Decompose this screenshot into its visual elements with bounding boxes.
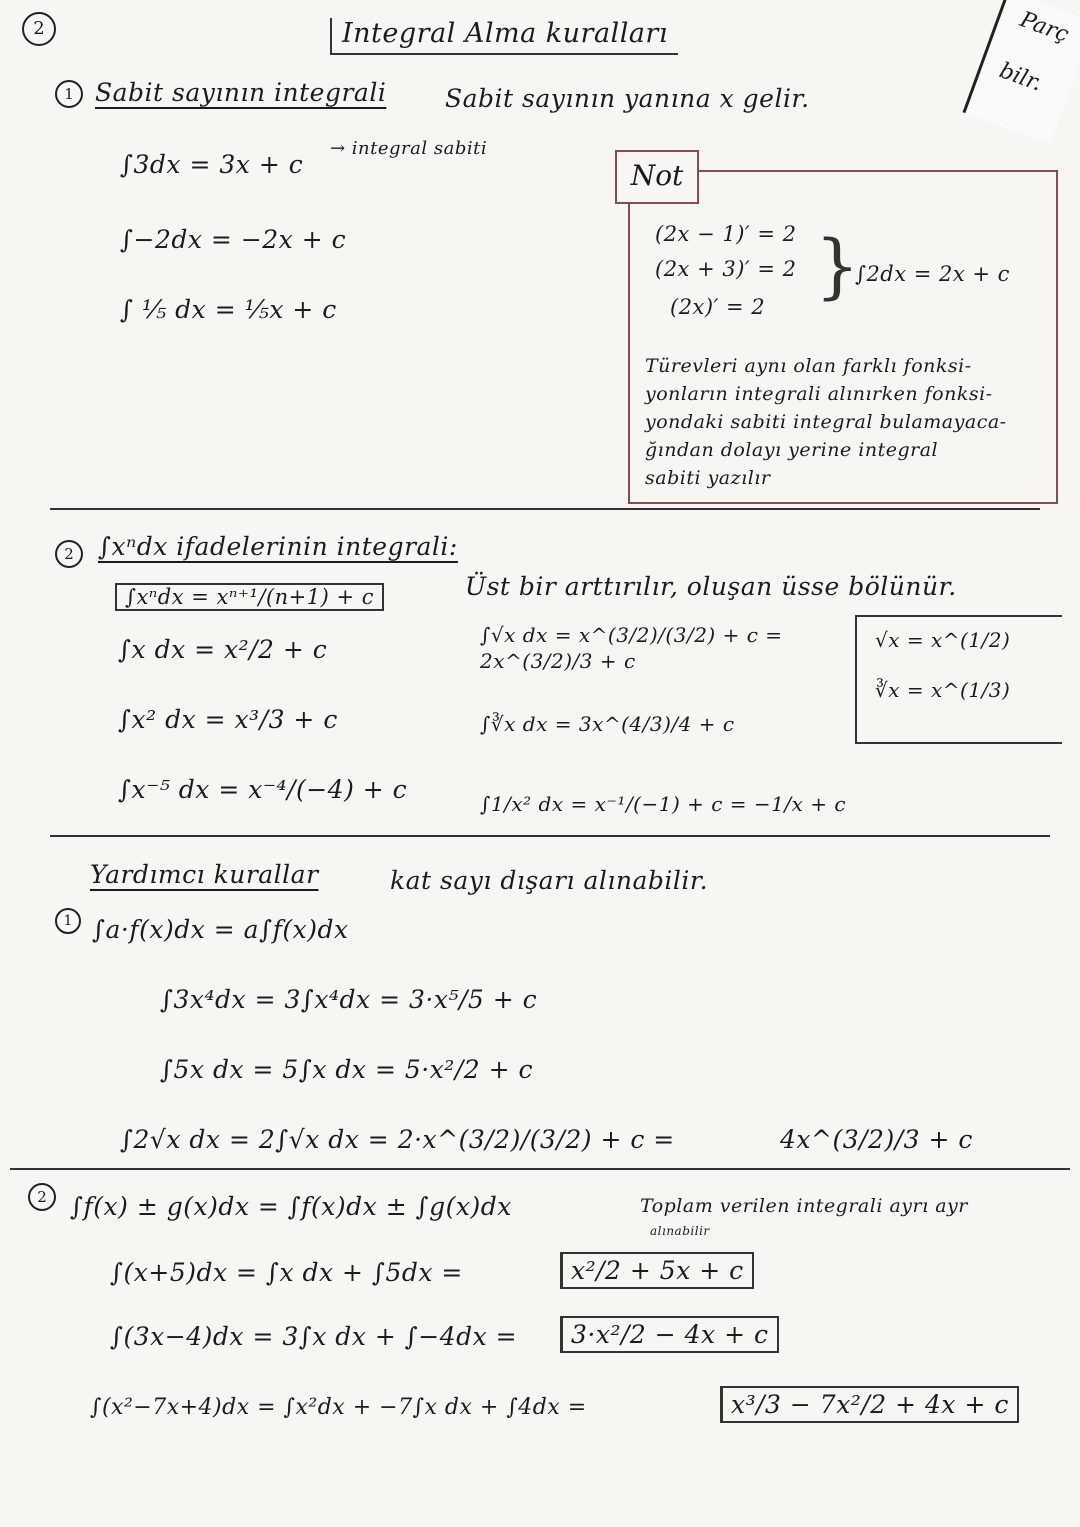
example: ∫1/x² dx = x⁻¹/(−1) + c = −1/x + c (480, 792, 847, 816)
brace-icon: } (815, 225, 861, 307)
example: ∫ ⅕ dx = ⅕x + c (120, 295, 337, 324)
power-rule-formula: ∫xⁿdx = xⁿ⁺¹/(n+1) + c (115, 583, 384, 611)
example: ∫x dx = x²/2 + c (118, 635, 328, 664)
section-rule: Üst bir arttırılır, oluşan üsse bölünür. (465, 572, 957, 601)
example-result: 4x^(3/2)/3 + c (780, 1125, 973, 1154)
root-identity: ∛x = x^(1/3) (875, 678, 1011, 702)
boxed-result: 3·x²/2 − 4x + c (560, 1316, 779, 1353)
example: ∫(3x−4)dx = 3∫x dx + ∫−4dx = (110, 1322, 518, 1351)
note-text: sabiti yazılır (645, 467, 771, 489)
rule-formula: ∫a·f(x)dx = a∫f(x)dx (92, 915, 349, 944)
example: ∫2√x dx = 2∫√x dx = 2·x^(3/2)/(3/2) + c = (120, 1125, 675, 1154)
divider (50, 835, 1050, 837)
example: ∫x² dx = x³/3 + c (118, 705, 338, 734)
page-number: 2 (22, 12, 56, 46)
example: ∫3dx = 3x + c (120, 150, 304, 179)
corner-tab (963, 0, 1080, 144)
example: ∫3x⁴dx = 3∫x⁴dx = 3·x⁵/5 + c (160, 985, 538, 1014)
boxed-result: x³/3 − 7x²/2 + 4x + c (720, 1386, 1019, 1423)
example: ∫x⁻⁵ dx = x⁻⁴/(−4) + c (118, 775, 408, 804)
example: ∫(x²−7x+4)dx = ∫x²dx + −7∫x dx + ∫4dx = (90, 1395, 587, 1420)
rule-note: Toplam verilen integrali ayrı ayr (640, 1195, 968, 1217)
divider (10, 1168, 1070, 1170)
note-result: ∫2dx = 2x + c (855, 262, 1010, 286)
section-heading: Sabit sayının integrali (95, 78, 387, 107)
section-heading: ∫xⁿdx ifadelerinin integrali: (98, 532, 458, 561)
page-title: Integral Alma kuralları (330, 18, 678, 55)
note-text: yondaki sabiti integral bulamayaca- (645, 411, 1007, 433)
note-label: Not (615, 150, 699, 204)
boxed-result: x²/2 + 5x + c (560, 1252, 754, 1289)
root-identity: √x = x^(1/2) (875, 628, 1011, 652)
section-rule: Sabit sayının yanına x gelir. (445, 84, 810, 113)
rule-number: 2 (28, 1183, 56, 1211)
note-text: ğından dolayı yerine integral (645, 439, 939, 461)
helpers-rule: kat sayı dışarı alınabilir. (390, 866, 709, 895)
derivative: (2x)′ = 2 (670, 295, 766, 319)
helpers-heading: Yardımcı kurallar (90, 860, 319, 889)
section-number: 1 (55, 80, 83, 108)
example: ∫√x dx = x^(3/2)/(3/2) + c = 2x^(3/2)/3 + c (480, 623, 783, 673)
rule-number: 1 (55, 908, 81, 934)
rule-note-sub: alınabilir (650, 1224, 710, 1238)
note-text: Türevleri aynı olan farklı fonksi- (645, 355, 972, 377)
rule-formula: ∫f(x) ± g(x)dx = ∫f(x)dx ± ∫g(x)dx (70, 1192, 512, 1221)
annotation: → integral sabiti (330, 138, 488, 159)
example: ∫5x dx = 5∫x dx = 5·x²/2 + c (160, 1055, 533, 1084)
corner-tab-text: bilr. (995, 58, 1046, 97)
divider (50, 508, 1040, 510)
note-text: yonların integrali alınırken fonksi- (645, 383, 993, 405)
example: ∫∛x dx = 3x^(4/3)/4 + c (480, 712, 735, 736)
derivative: (2x − 1)′ = 2 (655, 222, 797, 246)
example: ∫(x+5)dx = ∫x dx + ∫5dx = (110, 1258, 463, 1287)
corner-tab-text: Parç (1016, 7, 1072, 48)
example: ∫−2dx = −2x + c (120, 225, 347, 254)
section-number: 2 (55, 540, 83, 568)
derivative: (2x + 3)′ = 2 (655, 257, 797, 281)
